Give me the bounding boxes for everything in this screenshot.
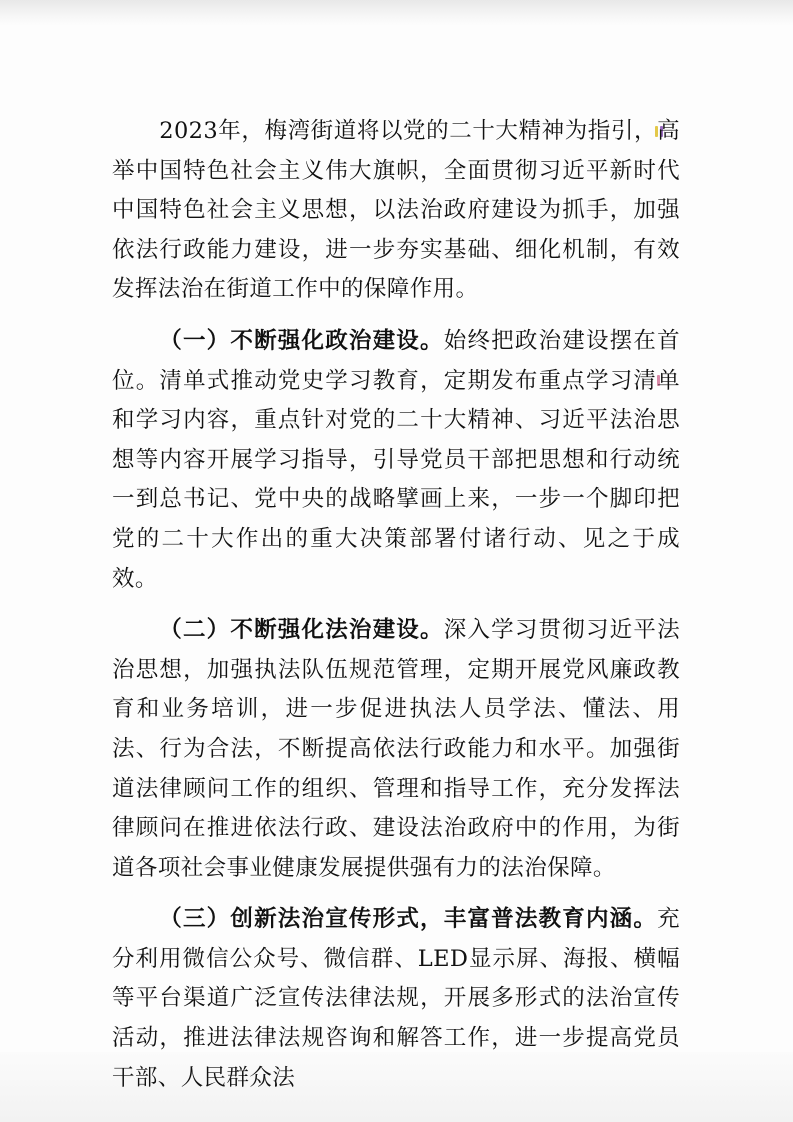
paragraph-intro-text: 2023年，梅湾街道将以党的二十大精神为指引，高举中国特色社会主义伟大旗帜，全面贯彻习近平新时代中国特色社会主义思想，以法治政府建设为抓手，加强依法行政能力建设，进一步夯实基础、细化机制，有效发挥法治在街道工作中的保障作用。 — [112, 118, 680, 303]
paragraph-political-construction — [112, 322, 680, 599]
paragraph-heading: （一）不断强化政治建设。 — [159, 327, 444, 354]
paragraph-intro — [112, 112, 680, 310]
paragraph-rule-of-law-construction — [112, 611, 680, 888]
paragraph-heading: （三）创新法治宣传形式，丰富普法教育内涵。 — [159, 906, 658, 933]
paragraph-text: 始终把政治建设摆在首位。清单式推动党史学习教育，定期发布重点学习清单和学习内容，重点针对党的二十大精神、习近平法治思想等内容开展学习指导，引导党员干部把思想和行动统一到总书记、党中央的战略擘画上来，一步一个脚印把党的二十大作出的重大决策部署付诸行动、见之于成效。 — [112, 327, 680, 592]
scan-shadow-top — [0, 0, 793, 26]
document-body — [112, 112, 680, 1110]
paragraph-text: 充分利用微信公众号、微信群、LED显示屏、海报、横幅等平台渠道广泛宣传法律法规，开展多形式的法治宣传活动，推进法律法规咨询和解答工作，进一步提高党员干部、人民群众法 — [112, 906, 680, 1091]
paragraph-heading: （二）不断强化法治建设。 — [159, 617, 444, 644]
paragraph-text: 深入学习贯彻习近平法治思想，加强执法队伍规范管理，定期开展党风廉政教育和业务培训，进一步促进执法人员学法、懂法、用法、行为合法，不断提高依法行政能力和水平。加强街道法律顾问工作的组织、管理和指导工作，充分发挥法律顾问在推进依法行政、建设法治政府中的作用，为街道各项社会事业健康发展提供强有力的法治保障。 — [112, 617, 680, 881]
paragraph-legal-publicity — [112, 900, 680, 1098]
